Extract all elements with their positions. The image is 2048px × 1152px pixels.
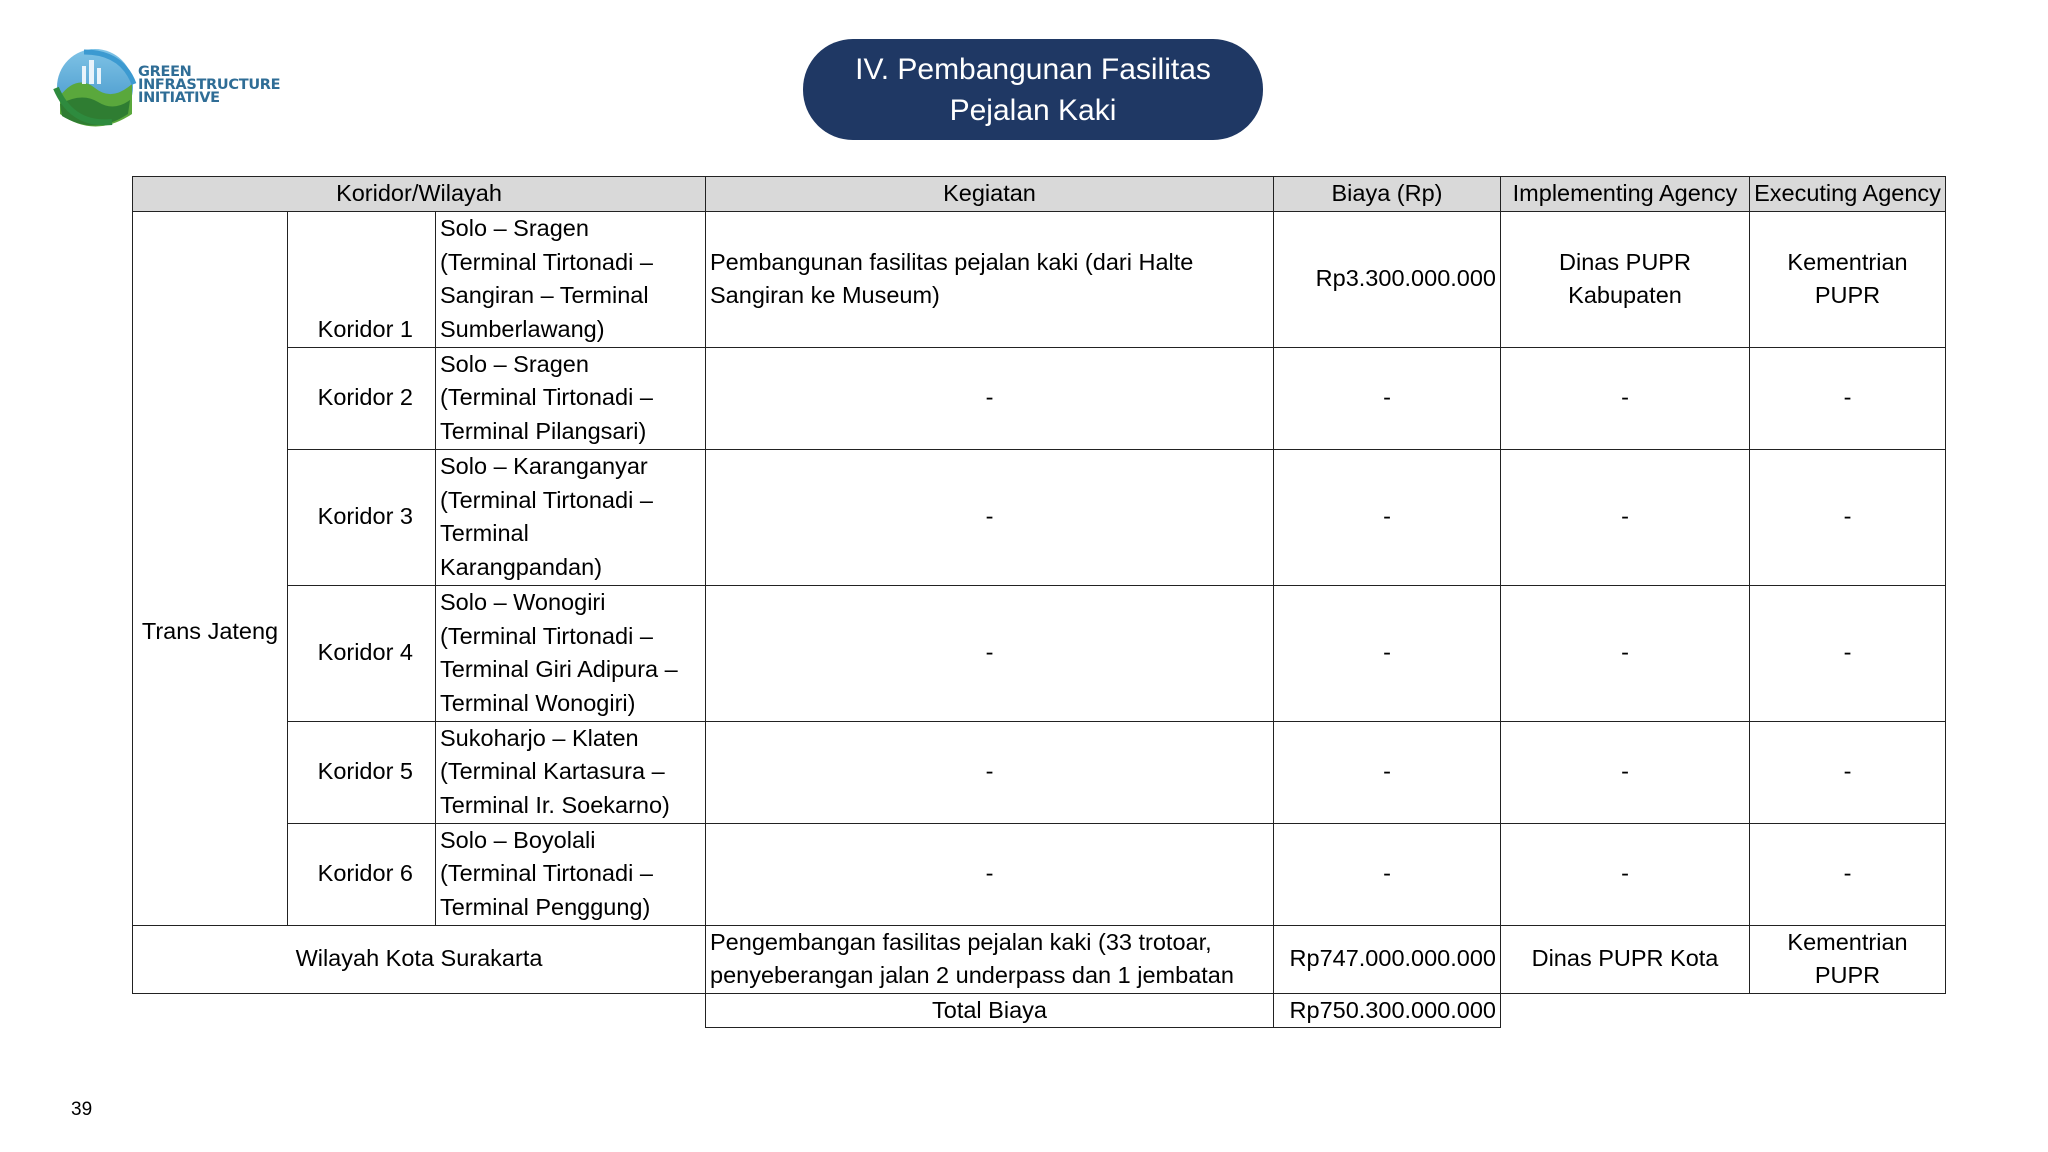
table-row [133, 347, 1946, 449]
route-line: Sumberlawang) [440, 315, 605, 342]
globe-leaf-icon [52, 44, 138, 130]
page-title [803, 39, 1263, 140]
route-line: Terminal Ir. Soekarno) [440, 791, 670, 818]
executing-cell [1750, 925, 1946, 993]
implementing-cell: - [1501, 585, 1750, 721]
koridor-label: Koridor 4 [288, 585, 436, 721]
biaya-cell: Rp747.000.000.000 [1274, 925, 1501, 993]
title-line-2: Pejalan Kaki [949, 93, 1117, 127]
empty-cell [1501, 993, 1946, 1028]
biaya-cell: - [1274, 449, 1501, 585]
route-cell [436, 347, 706, 449]
route-line: Solo – Wonogiri [440, 589, 606, 615]
table-row [133, 211, 1946, 347]
koridor-label: Koridor 1 [288, 211, 436, 347]
header-implementing-agency: Implementing Agency [1501, 177, 1750, 212]
route-line: Solo – Boyolali [440, 826, 596, 853]
route-line: Terminal Giri Adipura – [440, 656, 678, 682]
kegiatan-cell: - [706, 347, 1274, 449]
executing-line: PUPR [1814, 962, 1881, 988]
kegiatan-cell: - [706, 449, 1274, 585]
biaya-cell: - [1274, 585, 1501, 721]
wilayah-kota-label: Wilayah Kota Surakarta [133, 925, 706, 993]
route-line: Sangiran – Terminal [440, 282, 649, 308]
implementing-line: Dinas PUPR [1559, 248, 1691, 275]
kegiatan-cell [706, 211, 1274, 347]
executing-line: PUPR [1814, 282, 1881, 308]
route-line: Solo – Sragen [440, 215, 589, 241]
executing-cell: - [1750, 347, 1946, 449]
route-line: (Terminal Tirtonadi – [440, 486, 653, 513]
group-trans-jateng: Trans Jateng [133, 211, 288, 925]
route-cell [436, 721, 706, 823]
executing-cell: - [1750, 823, 1946, 925]
route-line: Terminal [440, 520, 529, 546]
implementing-line: Kabupaten [1568, 282, 1682, 308]
table-row [133, 721, 1946, 823]
route-line: Sukoharjo – Klaten [440, 724, 639, 751]
header-kegiatan: Kegiatan [706, 177, 1274, 212]
koridor-label: Koridor 6 [288, 823, 436, 925]
kegiatan-cell: - [706, 585, 1274, 721]
table-row [133, 823, 1946, 925]
executing-cell: - [1750, 585, 1946, 721]
implementing-cell: - [1501, 721, 1750, 823]
route-cell [436, 585, 706, 721]
route-line: (Terminal Kartasura – [440, 758, 665, 785]
route-line: Terminal Penggung) [440, 893, 651, 920]
logo-line: INITIATIVE [138, 90, 220, 106]
biaya-cell: Rp3.300.000.000 [1274, 211, 1501, 347]
route-line: (Terminal Tirtonadi – [440, 622, 653, 649]
header-biaya: Biaya (Rp) [1274, 177, 1501, 212]
implementing-cell: - [1501, 347, 1750, 449]
facility-table [132, 176, 1946, 1028]
table-header-row [133, 177, 1946, 212]
total-value: Rp750.300.000.000 [1274, 993, 1501, 1028]
kegiatan-line: penyeberangan jalan 2 underpass dan 1 jembatan [710, 962, 1234, 988]
total-label: Total Biaya [706, 993, 1274, 1028]
header-koridor: Koridor/Wilayah [133, 177, 706, 212]
kegiatan-line: Sangiran ke Museum) [710, 282, 940, 308]
implementing-cell: - [1501, 449, 1750, 585]
logo-line: INFRASTRUCTURE [138, 77, 281, 93]
route-cell [436, 211, 706, 347]
kegiatan-line: Pembangunan fasilitas pejalan kaki (dari Halte [710, 248, 1194, 275]
logo-line: GREEN [138, 64, 192, 80]
route-line: Solo – Sragen [440, 350, 589, 377]
executing-cell: - [1750, 721, 1946, 823]
koridor-label: Koridor 5 [288, 721, 436, 823]
route-line: (Terminal Tirtonadi – [440, 860, 653, 887]
title-line-1: IV. Pembangunan Fasilitas [855, 52, 1211, 86]
header-executing-agency: Executing Agency [1750, 177, 1946, 212]
kegiatan-cell: - [706, 721, 1274, 823]
kegiatan-line: Pengembangan fasilitas pejalan kaki (33 trotoar, [710, 928, 1212, 955]
implementing-cell: Dinas PUPR Kota [1501, 925, 1750, 993]
biaya-cell: - [1274, 823, 1501, 925]
route-cell [436, 823, 706, 925]
route-line: (Terminal Tirtonadi – [440, 384, 653, 411]
empty-cell [133, 993, 706, 1028]
executing-cell [1750, 211, 1946, 347]
route-line: Terminal Pilangsari) [440, 417, 647, 444]
route-line: Solo – Karanganyar [440, 453, 648, 479]
kegiatan-cell [706, 925, 1274, 993]
implementing-cell [1501, 211, 1750, 347]
table-row [133, 585, 1946, 721]
implementing-cell: - [1501, 823, 1750, 925]
logo-text [138, 66, 280, 105]
executing-cell: - [1750, 449, 1946, 585]
table-row [133, 449, 1946, 585]
route-line: Karangpandan) [440, 553, 603, 580]
biaya-cell: - [1274, 721, 1501, 823]
route-line: (Terminal Tirtonadi – [440, 248, 653, 275]
route-cell [436, 449, 706, 585]
kegiatan-cell: - [706, 823, 1274, 925]
biaya-cell: - [1274, 347, 1501, 449]
koridor-label: Koridor 2 [288, 347, 436, 449]
table-row-kota [133, 925, 1946, 993]
table-row-total [133, 993, 1946, 1028]
route-line: Terminal Wonogiri) [440, 689, 636, 716]
green-infrastructure-logo [52, 44, 281, 134]
page-number: 39 [71, 1099, 93, 1120]
koridor-label: Koridor 3 [288, 449, 436, 585]
executing-line: Kementrian [1787, 248, 1908, 275]
executing-line: Kementrian [1787, 928, 1908, 955]
